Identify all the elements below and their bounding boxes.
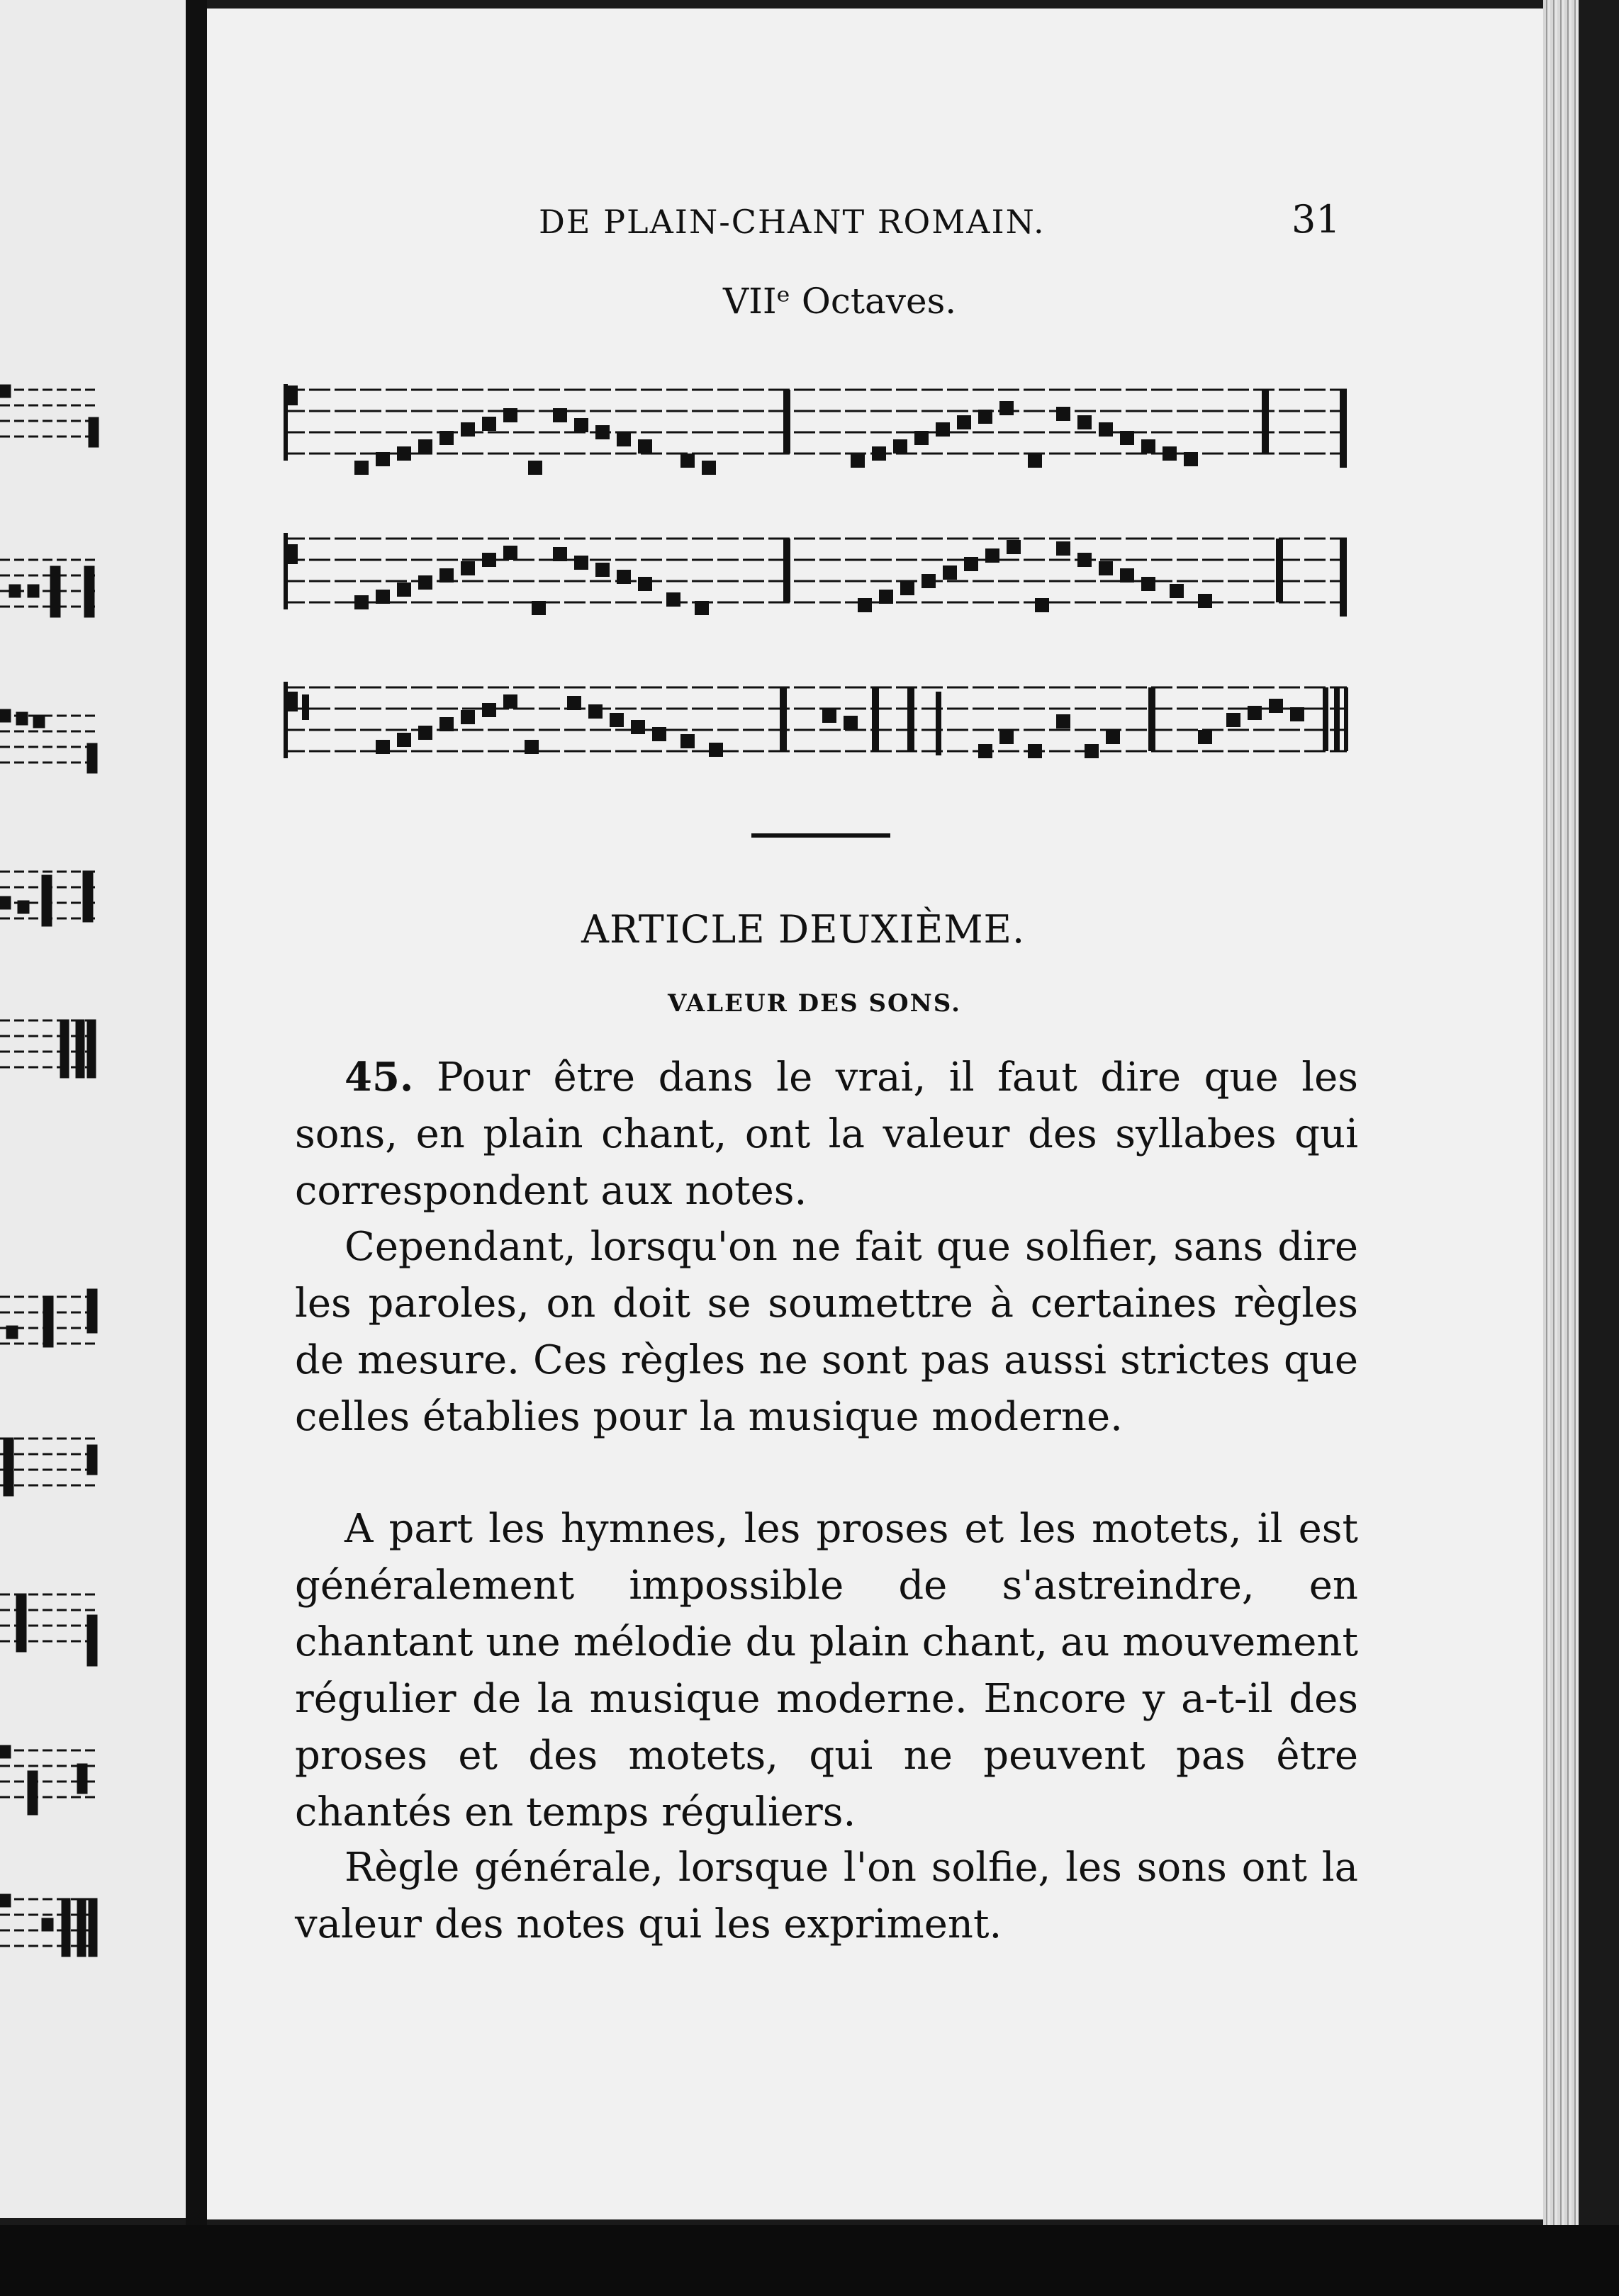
do-clef-icon (288, 692, 298, 711)
paragraph-45 (295, 1049, 1358, 1220)
paragraph-text: Règle générale, lorsque l'on solfie, les sons ont la valeur des notes qui les expriment. (295, 1845, 1358, 1947)
section-title: VALEUR DES SONS. (668, 989, 961, 1018)
page-edge (1543, 0, 1579, 2239)
paragraph-number: 45. (344, 1054, 414, 1101)
left-staff-fragment (0, 560, 99, 617)
left-staff-fragment (0, 1439, 99, 1495)
left-staff-fragment (0, 386, 99, 446)
plainchant-staff-1 (284, 376, 1361, 489)
article-title: ARTICLE DEUXIÈME. (581, 907, 1026, 952)
left-staff-fragment (0, 1020, 99, 1077)
paragraph-text: Cependant, lorsqu'on ne fait que solfier, sans dire les paroles, on doit se soumettre à certaines règles de mesure. Ces règles ne sont pas aussi strictes que celles établies pour la musique moderne. (295, 1224, 1358, 1440)
flat-icon (302, 694, 309, 720)
plainchant-staff-3 (284, 673, 1361, 787)
section-divider (751, 833, 890, 838)
left-page-music-fragments (0, 0, 186, 2218)
left-staff-fragment (0, 1594, 99, 1665)
left-staff-fragment (0, 1895, 99, 1956)
paragraph-text: Pour être dans le vrai, il faut dire que les sons, en plain chant, ont la valeur des syllabes qui correspondent aux notes. (295, 1054, 1358, 1214)
scan-border (0, 2225, 1619, 2296)
do-clef-icon (288, 386, 298, 405)
do-clef-icon (288, 544, 298, 564)
left-staff-fragment (0, 1290, 99, 1346)
book-gutter (186, 0, 207, 2225)
paragraph-regle-generale (295, 1840, 1358, 1953)
octaves-subtitle: VIIᵉ Octaves. (723, 281, 957, 322)
left-staff-fragment (0, 872, 99, 925)
page-number: 31 (1292, 197, 1340, 242)
left-staff-fragment (0, 1746, 99, 1814)
left-staff-fragment (0, 710, 99, 772)
left-page (0, 0, 186, 2218)
running-title: DE PLAIN-CHANT ROMAIN. (539, 203, 1046, 241)
paragraph-text: A part les hymnes, les proses et les motets, il est généralement impossible de s'astreindre, en chantant une mélodie du plain chant, au mouvement régulier de la musique moderne. Encore y a-t-il des proses et des motets, qui ne peuvent pas être chantés en temps réguliers. (295, 1506, 1358, 1835)
plainchant-staff-2 (284, 524, 1361, 638)
paragraph-a-part (295, 1501, 1358, 1841)
paragraph-cependant (295, 1219, 1358, 1446)
